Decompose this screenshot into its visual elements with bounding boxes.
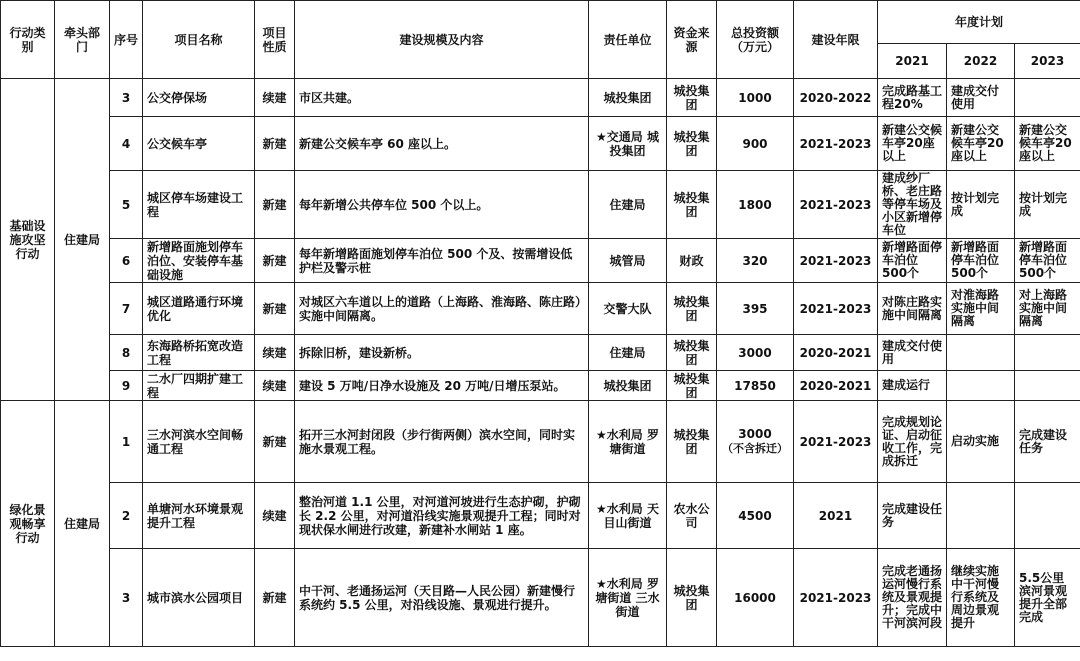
row-plan-2021: 新增路面停车泊位500个 (878, 239, 947, 283)
row-invest: 395 (717, 283, 794, 335)
row-plan-2021: 新建公交候车亭20座以上 (878, 117, 947, 171)
row-nature: 新建 (255, 549, 295, 647)
row-seq: 2 (110, 483, 143, 549)
row-scope: 拓开三水河封闭段（步行街两侧）滨水空间，同时实施水景观工程。 (295, 401, 589, 483)
row-fund: 城投集团 (667, 335, 717, 371)
row-plan-2023 (1015, 335, 1080, 371)
row-plan-2021: 对陈庄路实施中间隔离 (878, 283, 947, 335)
table-row (1, 239, 1080, 283)
row-seq: 1 (110, 401, 143, 483)
row-name: 新增路面施划停车泊位、安装停车基础设施 (143, 239, 255, 283)
row-name: 城区停车场建设工程 (143, 171, 255, 239)
row-period: 2021-2023 (794, 171, 878, 239)
row-plan-2021: 建成交付使用 (878, 335, 947, 371)
row-name: 三水河滨水空间畅通工程 (143, 401, 255, 483)
row-plan-2021: 完成建设任务 (878, 483, 947, 549)
row-fund: 城投集团 (667, 79, 717, 117)
row-invest (717, 401, 794, 483)
row-plan-2022: 新建公交候车亭20座以上 (947, 117, 1015, 171)
row-fund: 财政 (667, 239, 717, 283)
header-fund: 资金来源 (667, 1, 717, 79)
row-scope: 建设 5 万吨/日净水设施及 20 万吨/日增压泵站。 (295, 371, 589, 401)
row-period: 2020-2021 (794, 335, 878, 371)
row-invest: 3000 (717, 335, 794, 371)
row-seq: 3 (110, 79, 143, 117)
row-period: 2020-2022 (794, 79, 878, 117)
row-plan-2022 (947, 371, 1015, 401)
row-plan-2021: 完成老通扬运河慢行系统及景观提升；完成中干河滨河段 (878, 549, 947, 647)
row-unit: 城投集团 (589, 371, 667, 401)
row-fund: 城投集团 (667, 171, 717, 239)
header-invest: 总投资额（万元） (717, 1, 794, 79)
row-fund: 城投集团 (667, 549, 717, 647)
row-nature: 续建 (255, 79, 295, 117)
row-plan-2022: 继续实施中干河慢行系统及周边景观提升 (947, 549, 1015, 647)
row-plan-2022: 新增路面停车泊位500个 (947, 239, 1015, 283)
row-unit: 住建局 (589, 335, 667, 371)
row-plan-2023 (1015, 371, 1080, 401)
row-invest: 16000 (717, 549, 794, 647)
row-seq: 4 (110, 117, 143, 171)
row-nature: 续建 (255, 483, 295, 549)
row-nature: 新建 (255, 401, 295, 483)
header-period: 建设年限 (794, 1, 878, 79)
row-fund: 城投集团 (667, 283, 717, 335)
group-category: 基础设施攻坚行动 (1, 79, 55, 401)
row-invest: 900 (717, 117, 794, 171)
row-invest: 1000 (717, 79, 794, 117)
table-row (1, 79, 1080, 117)
row-name: 城市滨水公园项目 (143, 549, 255, 647)
row-plan-2023: 完成建设任务 (1015, 401, 1080, 483)
row-period: 2021-2023 (794, 283, 878, 335)
row-unit: 住建局 (589, 171, 667, 239)
row-unit: 城投集团 (589, 79, 667, 117)
row-period: 2021-2023 (794, 549, 878, 647)
row-scope: 拆除旧桥，建设新桥。 (295, 335, 589, 371)
row-period: 2020-2021 (794, 371, 878, 401)
row-plan-2022: 对淮海路实施中间隔离 (947, 283, 1015, 335)
header-dept: 牵头部门 (55, 1, 110, 79)
row-scope: 市区共建。 (295, 79, 589, 117)
row-nature: 续建 (255, 371, 295, 401)
header-unit: 责任单位 (589, 1, 667, 79)
row-scope: 每年新增路面施划停车泊位 500 个及、按需增设低护栏及警示桩 (295, 239, 589, 283)
row-seq: 9 (110, 371, 143, 401)
row-period: 2021-2023 (794, 117, 878, 171)
row-nature: 新建 (255, 239, 295, 283)
row-scope: 每年新增公共停车位 500 个以上。 (295, 171, 589, 239)
header-row (1, 1, 1080, 44)
header-nature: 项目性质 (255, 1, 295, 79)
table-row (1, 283, 1080, 335)
row-invest: 17850 (717, 371, 794, 401)
header-scope: 建设规模及内容 (295, 1, 589, 79)
table-row (1, 117, 1080, 171)
row-plan-2021: 建成纱厂桥、老庄路等停车场及小区新增停车位 (878, 171, 947, 239)
row-nature: 新建 (255, 171, 295, 239)
row-plan-2023: 对上海路实施中间隔离 (1015, 283, 1080, 335)
table-row (1, 171, 1080, 239)
row-scope: 新建公交候车亭 60 座以上。 (295, 117, 589, 171)
header-year-2022: 2022 (947, 44, 1015, 79)
row-name: 公交停保场 (143, 79, 255, 117)
row-fund: 城投集团 (667, 117, 717, 171)
row-name: 公交候车亭 (143, 117, 255, 171)
row-name: 东海路桥拓宽改造工程 (143, 335, 255, 371)
group-category: 绿化景观畅享行动 (1, 401, 55, 647)
row-plan-2022: 启动实施 (947, 401, 1015, 483)
row-plan-2023: 5.5公里滨河景观提升全部完成 (1015, 549, 1080, 647)
row-unit: 城管局 (589, 239, 667, 283)
row-plan-2023: 新建公交候车亭20座以上 (1015, 117, 1080, 171)
row-unit: 交警大队 (589, 283, 667, 335)
row-unit: ★水利局 罗塘街道 (589, 401, 667, 483)
row-plan-2021: 完成路基工程20% (878, 79, 947, 117)
row-fund: 城投集团 (667, 371, 717, 401)
row-scope: 整治河道 1.1 公里，对河道河坡进行生态护砌，护砌长 2.2 公里，对河道沿线实施景观提升工程；同时对现状保水闸进行改建，新建补水闸站 1 座。 (295, 483, 589, 549)
row-scope: 对城区六车道以上的道路（上海路、淮海路、陈庄路）实施中间隔离。 (295, 283, 589, 335)
row-period: 2021 (794, 483, 878, 549)
row-plan-2021: 建成运行 (878, 371, 947, 401)
row-unit: ★水利局 罗塘街道 三水街道 (589, 549, 667, 647)
row-plan-2023: 按计划完成 (1015, 171, 1080, 239)
table-row (1, 483, 1080, 549)
row-plan-2022 (947, 335, 1015, 371)
row-plan-2023: 新增路面停车泊位500个 (1015, 239, 1080, 283)
group-dept: 住建局 (55, 79, 110, 401)
row-fund: 农水公司 (667, 483, 717, 549)
row-fund: 城投集团 (667, 401, 717, 483)
row-seq: 6 (110, 239, 143, 283)
group-dept: 住建局 (55, 401, 110, 647)
row-plan-2023 (1015, 483, 1080, 549)
header-year-2023: 2023 (1015, 44, 1080, 79)
invest-note: （不含拆迁） (722, 442, 788, 455)
table-row (1, 401, 1080, 483)
row-period: 2021-2023 (794, 401, 878, 483)
row-plan-2021: 完成规划论证、启动征收工作，完成拆迁 (878, 401, 947, 483)
header-category: 行动类别 (1, 1, 55, 79)
table-row (1, 371, 1080, 401)
table-row (1, 335, 1080, 371)
row-plan-2022: 按计划完成 (947, 171, 1015, 239)
row-scope: 中干河、老通扬运河（天目路—人民公园）新建慢行系统约 5.5 公里，对沿线设施、景观进行提升。 (295, 549, 589, 647)
row-invest: 1800 (717, 171, 794, 239)
row-plan-2022: 建成交付使用 (947, 79, 1015, 117)
row-seq: 3 (110, 549, 143, 647)
row-seq: 7 (110, 283, 143, 335)
row-name: 单塘河水环境景观提升工程 (143, 483, 255, 549)
row-unit: ★交通局 城投集团 (589, 117, 667, 171)
row-nature: 新建 (255, 283, 295, 335)
row-unit: ★水利局 天目山街道 (589, 483, 667, 549)
header-year-2021: 2021 (878, 44, 947, 79)
row-nature: 续建 (255, 335, 295, 371)
row-invest: 320 (717, 239, 794, 283)
header-plan: 年度计划 (878, 1, 1080, 44)
row-plan-2022 (947, 483, 1015, 549)
row-nature: 新建 (255, 117, 295, 171)
row-invest: 4500 (717, 483, 794, 549)
table-row (1, 549, 1080, 647)
row-seq: 5 (110, 171, 143, 239)
header-seq: 序号 (110, 1, 143, 79)
row-name: 城区道路通行环境优化 (143, 283, 255, 335)
invest-value: 3000 (738, 427, 772, 441)
row-seq: 8 (110, 335, 143, 371)
row-period: 2021-2023 (794, 239, 878, 283)
row-plan-2023 (1015, 79, 1080, 117)
header-name: 项目名称 (143, 1, 255, 79)
row-name: 二水厂四期扩建工程 (143, 371, 255, 401)
